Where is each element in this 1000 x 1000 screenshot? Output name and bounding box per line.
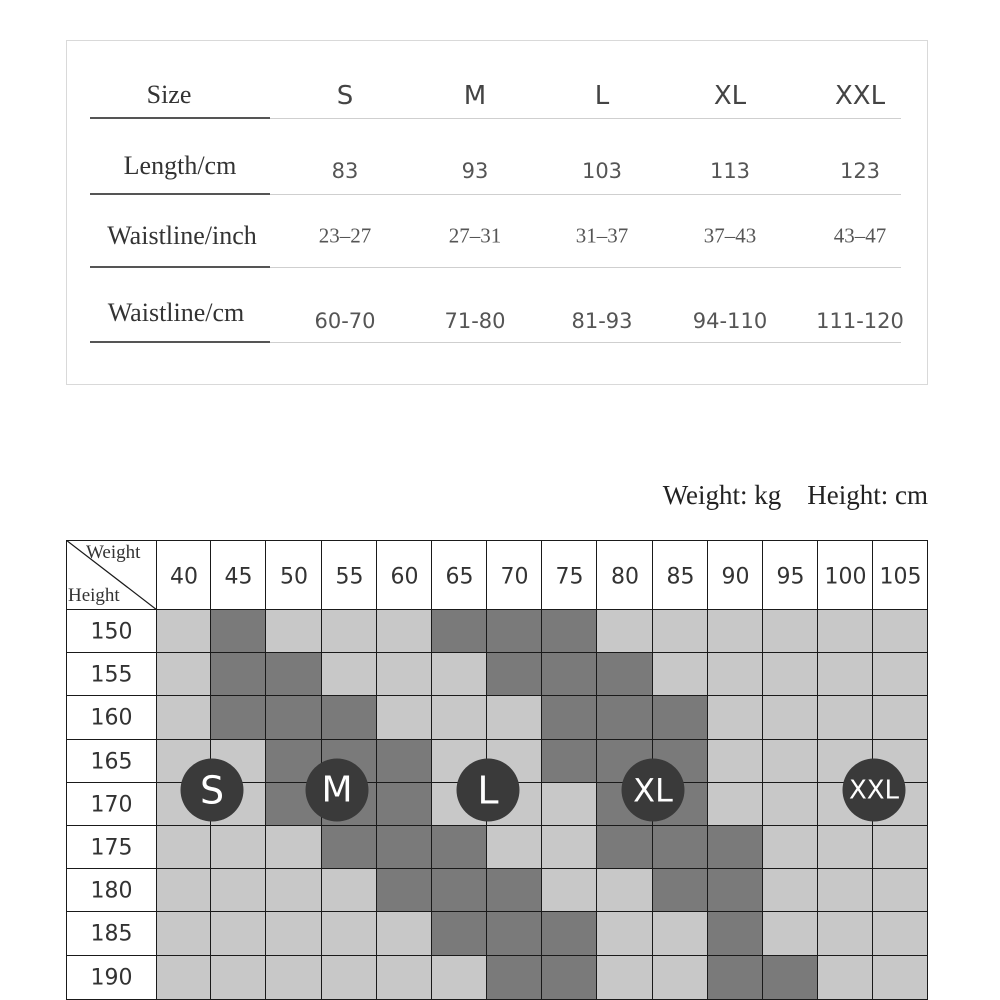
- grid-cell: [542, 653, 597, 696]
- height-header: 160: [90, 705, 133, 731]
- waist-cm-value: 94-110: [692, 309, 768, 333]
- grid-cell: [542, 740, 597, 783]
- grid-cell: [487, 653, 542, 696]
- grid-cell: [763, 653, 818, 696]
- grid-cell: [432, 912, 487, 956]
- grid-cell: [818, 826, 873, 869]
- grid-cell: [708, 740, 763, 783]
- weight-header: 70: [500, 564, 529, 590]
- size-badge-xxl: XXL: [843, 759, 906, 822]
- grid-cell: [157, 912, 211, 956]
- height-unit: Height: cm: [807, 480, 928, 510]
- height-header: 190: [90, 965, 133, 991]
- weight-header: 95: [776, 564, 805, 590]
- grid-cell: [487, 869, 542, 912]
- length-value: 103: [581, 159, 623, 183]
- grid-cell: [818, 653, 873, 696]
- grid-cell: [377, 610, 432, 653]
- waist-cm-value: 71-80: [444, 309, 506, 333]
- weight-header: 45: [224, 564, 253, 590]
- grid-cell: [266, 610, 322, 653]
- weight-header: 55: [335, 564, 364, 590]
- row-label-waist-inch: Waistline/inch: [107, 221, 257, 250]
- grid-cell: [377, 912, 432, 956]
- length-value: 83: [331, 159, 359, 183]
- grid-cell: [157, 653, 211, 696]
- grid-cell: [322, 653, 377, 696]
- grid-cell: [818, 956, 873, 1000]
- height-header: 170: [90, 792, 133, 817]
- weight-header: 105: [879, 564, 922, 590]
- height-header: 150: [90, 619, 133, 644]
- grid-cell: [818, 610, 873, 653]
- waist-cm-value: 111-120: [816, 309, 904, 333]
- grid-cell: [377, 869, 432, 912]
- size-badge-m: M: [306, 759, 369, 822]
- grid-cell: [597, 869, 653, 912]
- label-underline: [90, 266, 270, 268]
- grid-cell: [487, 826, 542, 869]
- waist-cm-value: 60-70: [314, 309, 376, 333]
- grid-cell: [266, 696, 322, 740]
- grid-cell: [211, 869, 266, 912]
- grid-cell: [873, 610, 928, 653]
- size-table: [66, 40, 928, 385]
- grid-cell: [818, 869, 873, 912]
- grid-cell: [542, 826, 597, 869]
- waist-inch-value: 37–43: [703, 223, 757, 248]
- weight-header: 100: [824, 564, 867, 590]
- grid-cell: [542, 912, 597, 956]
- height-header: 180: [90, 878, 133, 903]
- corner-height-label: Height: [68, 585, 120, 606]
- weight-unit: Weight: kg: [662, 480, 782, 510]
- grid-cell: [708, 696, 763, 740]
- grid-cell: [708, 653, 763, 696]
- grid-cell: [597, 826, 653, 869]
- weight-header: 60: [390, 564, 419, 590]
- grid-cell: [322, 696, 377, 740]
- grid-cell: [487, 696, 542, 740]
- height-header: 165: [90, 749, 133, 774]
- size-header: L: [594, 81, 610, 111]
- label-underline: [90, 117, 270, 119]
- grid-cell: [597, 912, 653, 956]
- row-label-size: Size: [146, 80, 192, 109]
- grid-cell: [873, 826, 928, 869]
- grid-cell: [708, 826, 763, 869]
- weight-header: 50: [280, 564, 308, 590]
- grid-cell: [708, 783, 763, 826]
- grid-cell: [322, 956, 377, 1000]
- waist-inch-value: 23–27: [318, 223, 372, 248]
- height-header: 185: [90, 921, 133, 947]
- length-value: 93: [461, 159, 489, 183]
- size-badge-s: S: [181, 759, 244, 822]
- size-header: XL: [713, 81, 747, 111]
- grid-cell: [432, 653, 487, 696]
- grid-cell: [157, 696, 211, 740]
- grid-cell: [377, 653, 432, 696]
- waist-inch-value: 31–37: [575, 223, 629, 248]
- waist-inch-value: 27–31: [448, 223, 502, 248]
- grid-cell: [377, 740, 432, 783]
- grid-cell: [432, 696, 487, 740]
- grid-cell: [597, 653, 653, 696]
- row-divider: [270, 267, 901, 268]
- grid-cell: [322, 912, 377, 956]
- grid-cell: [432, 869, 487, 912]
- grid-cell: [873, 869, 928, 912]
- grid-cell: [487, 956, 542, 1000]
- weight-header: 90: [721, 564, 750, 590]
- grid-cell: [266, 956, 322, 1000]
- grid-cell: [708, 956, 763, 1000]
- row-divider: [270, 342, 901, 343]
- grid-cell: [763, 826, 818, 869]
- grid-cell: [763, 783, 818, 826]
- grid-cell: [763, 956, 818, 1000]
- grid-cell: [653, 869, 708, 912]
- grid-cell: [322, 869, 377, 912]
- units-caption: [663, 480, 928, 511]
- grid-cell: [377, 696, 432, 740]
- label-underline: [90, 193, 270, 195]
- height-header: 175: [90, 835, 133, 860]
- grid-cell: [487, 610, 542, 653]
- weight-header: 65: [445, 564, 474, 590]
- grid-cell: [211, 912, 266, 956]
- grid-cell: [873, 696, 928, 740]
- grid-cell: [211, 653, 266, 696]
- grid-cell: [873, 912, 928, 956]
- grid-cell: [377, 956, 432, 1000]
- grid-cell: [818, 696, 873, 740]
- weight-header: 75: [555, 564, 584, 590]
- size-header: XXL: [834, 81, 886, 111]
- grid-cell: [597, 696, 653, 740]
- grid-cell: [157, 610, 211, 653]
- grid-cell: [211, 610, 266, 653]
- row-divider: [270, 194, 901, 195]
- grid-cell: [377, 783, 432, 826]
- grid-cell: [763, 869, 818, 912]
- row-label-length: Length/cm: [123, 151, 237, 180]
- length-value: 113: [709, 159, 751, 183]
- grid-cell: [157, 956, 211, 1000]
- waist-inch-value: 43–47: [833, 223, 887, 248]
- weight-header: 85: [666, 564, 695, 590]
- grid-cell: [211, 956, 266, 1000]
- weight-header: 80: [611, 564, 639, 590]
- grid-cell: [157, 826, 211, 869]
- size-header: M: [463, 81, 487, 111]
- grid-cell: [266, 653, 322, 696]
- waist-cm-value: 81-93: [571, 309, 633, 333]
- grid-cell: [432, 956, 487, 1000]
- weight-header: 40: [170, 564, 198, 590]
- grid-cell: [542, 783, 597, 826]
- grid-cell: [597, 610, 653, 653]
- corner-weight-label: Weight: [86, 542, 141, 563]
- grid-cell: [763, 740, 818, 783]
- grid-cell: [432, 610, 487, 653]
- grid-cell: [266, 826, 322, 869]
- grid-cell: [542, 610, 597, 653]
- grid-cell: [708, 610, 763, 653]
- grid-cell: [873, 956, 928, 1000]
- grid-cell: [597, 956, 653, 1000]
- grid-cell: [653, 696, 708, 740]
- height-header: 155: [90, 662, 133, 687]
- length-value: 123: [839, 159, 881, 183]
- grid-cell: [653, 610, 708, 653]
- size-header: S: [336, 81, 354, 111]
- grid-cell: [763, 610, 818, 653]
- grid-cell: [542, 956, 597, 1000]
- grid-cell: [653, 653, 708, 696]
- grid-cell: [211, 696, 266, 740]
- row-divider: [270, 118, 901, 119]
- grid-cell: [708, 869, 763, 912]
- grid-cell: [432, 826, 487, 869]
- grid-cell: [708, 912, 763, 956]
- grid-cell: [818, 912, 873, 956]
- grid-cell: [157, 869, 211, 912]
- grid-cell: [653, 956, 708, 1000]
- grid-cell: [211, 826, 266, 869]
- grid-cell: [542, 869, 597, 912]
- grid-cell: [873, 653, 928, 696]
- grid-cell: [487, 912, 542, 956]
- grid-cell: [763, 696, 818, 740]
- grid-cell: [653, 826, 708, 869]
- grid-cell: [377, 826, 432, 869]
- grid-cell: [763, 912, 818, 956]
- grid-cell: [542, 696, 597, 740]
- grid-cell: [653, 912, 708, 956]
- grid-cell: [322, 610, 377, 653]
- grid-cell: [266, 869, 322, 912]
- size-badge-l: L: [457, 759, 520, 822]
- row-label-waist-cm: Waistline/cm: [107, 298, 245, 327]
- size-badge-xl: XL: [622, 759, 685, 822]
- label-underline: [90, 341, 270, 343]
- grid-cell: [322, 826, 377, 869]
- grid-cell: [266, 912, 322, 956]
